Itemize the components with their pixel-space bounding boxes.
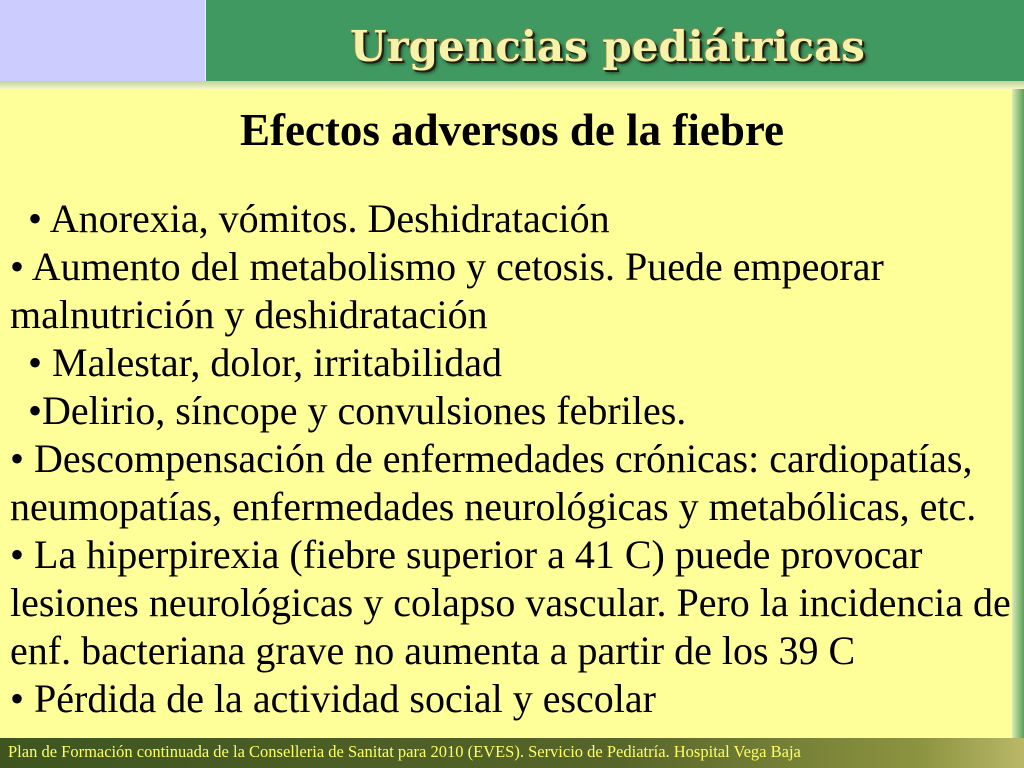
footer-text: Plan de Formación continuada de la Conselleria de Sanitat para 2010 (EVES). Servicio de Pediatría. Hospital Vega Baja xyxy=(8,742,801,761)
bullet-line: • Pérdida de la actividad social y escolar xyxy=(10,676,656,721)
continuation-line: enf. bacteriana grave no aumenta a partir de los 39 C xyxy=(10,628,856,673)
right-edge-strip xyxy=(1012,89,1024,738)
bullet-line: • Aumento del metabolismo y cetosis. Puede empeorar xyxy=(10,244,884,289)
continuation-line: neumopatías, enfermedades neurológicas y metabólicas, etc. xyxy=(10,484,977,529)
bullet-line: • Malestar, dolor, irritabilidad xyxy=(28,340,503,385)
content-body xyxy=(0,195,1012,723)
section-heading: Efectos adversos de la fiebre xyxy=(239,105,785,155)
header-accent-block xyxy=(0,0,205,81)
continuation-line: lesiones neurológicas y colapso vascular. Pero la incidencia de xyxy=(10,580,1011,625)
slide-title: Urgencias pediátricas xyxy=(350,22,865,71)
continuation-line: malnutrición y deshidratación xyxy=(10,292,488,337)
bullet-line: •Delirio, síncope y convulsiones febriles. xyxy=(28,388,687,433)
footer-bar xyxy=(0,738,1024,768)
bullet-line: • Descompensación de enfermedades crónicas: cardiopatías, xyxy=(10,436,973,481)
bullet-line: • La hiperpirexia (fiebre superior a 41 C) puede provocar xyxy=(10,532,923,577)
header-separator xyxy=(0,81,1024,89)
bullet-line: • Anorexia, vómitos. Deshidratación xyxy=(28,196,610,241)
